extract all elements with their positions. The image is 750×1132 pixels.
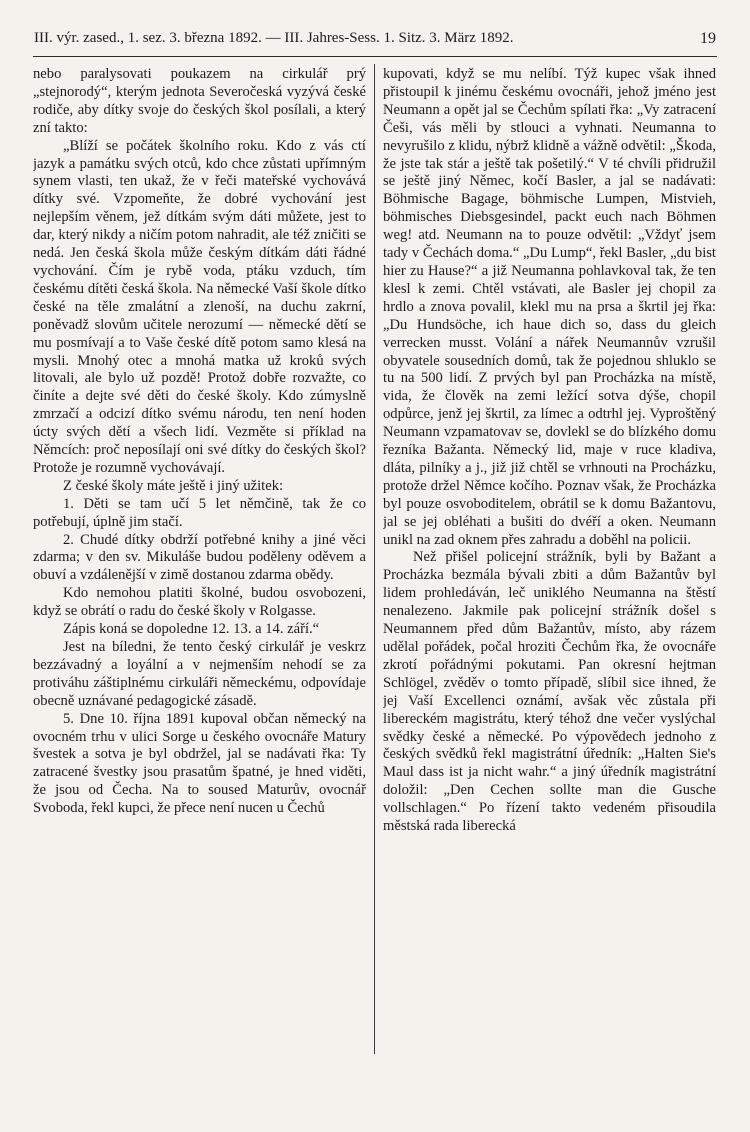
paragraph: 1. Děti se tam učí 5 let němčině, tak že co potřebují, úplně jim stačí. [33,495,366,530]
column-divider [374,64,375,1054]
right-column [383,66,716,1106]
paragraph: 2. Chudé dítky obdrží potřebné knihy a jiné věci zdarma; v den sv. Mikuláše budou poděleny oděvem a obuví a vzdálenější v zimě dostanou zdarma obědy. [33,531,366,584]
left-column [33,66,366,1106]
running-head: III. výr. zased., 1. sez. 3. března 1892. — III. Jahres-Sess. 1. Sitz. 3. März 1892. [34,30,514,46]
page-header [34,30,716,52]
page-number: 19 [700,30,716,47]
paragraph: kupovati, když se mu nelíbí. Týž kupec však ihned přistoupil k jinému českému ovocnáři, jehož jméno jest Neumann a opět jal se Čechům spílati řka: „Vy zatracení Češi, vás měli by stlouci a vyhnati. Neumanna to nevyrušilo z klidu, nýbrž klidně a vážně odvětil: „Škoda, že jste tak stár a ještě tak pošetilý.“ V té chvíli přidružil se ještě jiný Němec, kočí Basler, a jal se nadávati: Böhmische Bagage, böhmische Lumpen, Mistvieh, böhmisches Diebsgesindel, packt euch nach Böhmen weg! atd. Neumann na to pouze odvětil: „Vždyť jsem tady v Čechách doma.“ „Du Lump“, řekl Basler, „du bist hier zu Hause?“ a již Neumanna pohlavkoval tak, že ten klesl k zemi. Chtěl vstávati, ale Basler jej chopil za hrdlo a znova povalil, klekl mu na prsa a škrtil jej řka: „Du Hundsöche, ich haue dich so, dass du gleich verrecken musst. Volání a nářek Neumannův vzrušil obyvatele sousedních domů, tak že pojednou shluklo se tu na 500 lidí. Z prvých byl pan Procházka na místě, vida, že člověk na zemi ležící sotva dýše, chopil odpůrce, jenž jej škrtil, za límec a odtrhl jej. Vyproštěný Neumann vzpamatovav se, dovlekl se do blízkého domu řezníka Bažanta. Německý lid, maje v ruce kladiva, dláta, pilníky a j., již již chtěl se vrhnouti na Procházku, protože držel Němce kočího. Poznav však, že Procházka byl pouze osvoboditelem, obrátil se k domu Bažantovu, jal se jej obléhati a bušiti do dvéří a oken. Neumann unikl na zad oknem přes zahradu a doběhl na policii. [383,66,716,548]
header-rule [33,56,717,57]
paragraph: Jest na bíledni, že tento český cirkulář je veskrz bezzávadný a loyální a v nejmenším nehodí se za protiváhu záštiplnému cirkuláři německému, odpovídaje obecně uznávané pedagogické zásadě. [33,639,366,709]
paragraph: nebo paralysovati poukazem na cirkulář prý „stejnorodý“, kterým jednota Severočeská vyzývá české rodiče, aby dítky svoje do českých škol posílali, a který zní takto: [33,66,366,136]
paragraph: Než přišel policejní strážník, byli by Bažant a Procházka bezmála bývali zbiti a dům Bažantův byl lidem prohledáván, leč unikléh​o Neumanna na štěstí nenalezeno. Jakmile pak policejní strážník došel s Neumannem před dům Bažantův, místo, aby rázem udělal pořádek, počal hroziti Čechům řka, že ovocnáře zkrotí pořádnými pokutami. Pan okresní hejtman Schlögel, zvěděv o tomto případě, slíbil sice ihned, že jej Vaší Excellenci oznámí, avšak věc zůstala při libereckém magistrátu, který téhož dne večer vyslýchal svědky české a německé. Po výpovědech jednoho z českých svědků řekl magistrátní úředník: „Halten Sie's Maul dass ist ja nicht wahr.“ a jiný úředník magistrátní doložil: „Den Cechen sollte man die Gusche vollschlagen.“ Po řízení takto vedeném přisoudila městská rada liberecká [383,549,716,835]
paragraph: Z české školy máte ještě i jiný užitek: [63,477,284,494]
paragraph: Kdo nemohou platiti školné, budou osvobozeni, když se obrátí o radu do české školy v Rolgasse. [33,585,366,620]
paragraph: 5. Dne 10. října 1891 kupoval občan německý na ovocném trhu v ulici Sorge u českého ovocnáře Matury švestek a sotva je byl obdržel, jal se nadávati řka: Ty zatracené švestky jsou prasatům špatné, je hned viděti, že jsou od Čecha. Na to soused Maturův, ovocnář Svoboda, řekl kupci, že přece není nucen u Čechů [33,710,366,817]
paragraph: Zápis koná se dopoledne 12. 13. a 14. září.“ [63,621,320,638]
paragraph: „Blíží se počátek školního roku. Kdo z vás ctí jazyk a památku svých otců, kdo chce zůstati upřímným synem vlasti, ten ukaž, že v řeči mateřské vychovává dítky své. Vzpomeňte, že dobré vychování jest nejlepším věnem, jež dítkám svým dáti můžete, jest to dar, který nikdy a ničím potom nahradit, ale též zničiti se nedá. Jen česká škola může českým dítkám dáti řádné vychování. Čím je rybě voda, ptáku vzduch, tím českému dítěti česká škola. Na německé Vaší škole dítko české na těle zmalátní a zlenoší, na duchu zakrní, poněvadž slovům učitele nerozumí — německé dětí se mu posmívají a to Vaše české dítě potom samo klesá na mysli. Mnohý otec a mnohá matka už kroků svých litovali, ale bylo už pozdě! Protož dobře rozvažte, co činíte a dejte své děti do české školy. Kdo zúmyslně zmrzačí a odcizí dítko svému národu, ten není hoden úcty svých dětí a všech lidí. Vezměte si příklad na Němcích: proč neposílají oni své dítky do českých škol? Protože je rozumně vychovávají. [33,137,366,476]
